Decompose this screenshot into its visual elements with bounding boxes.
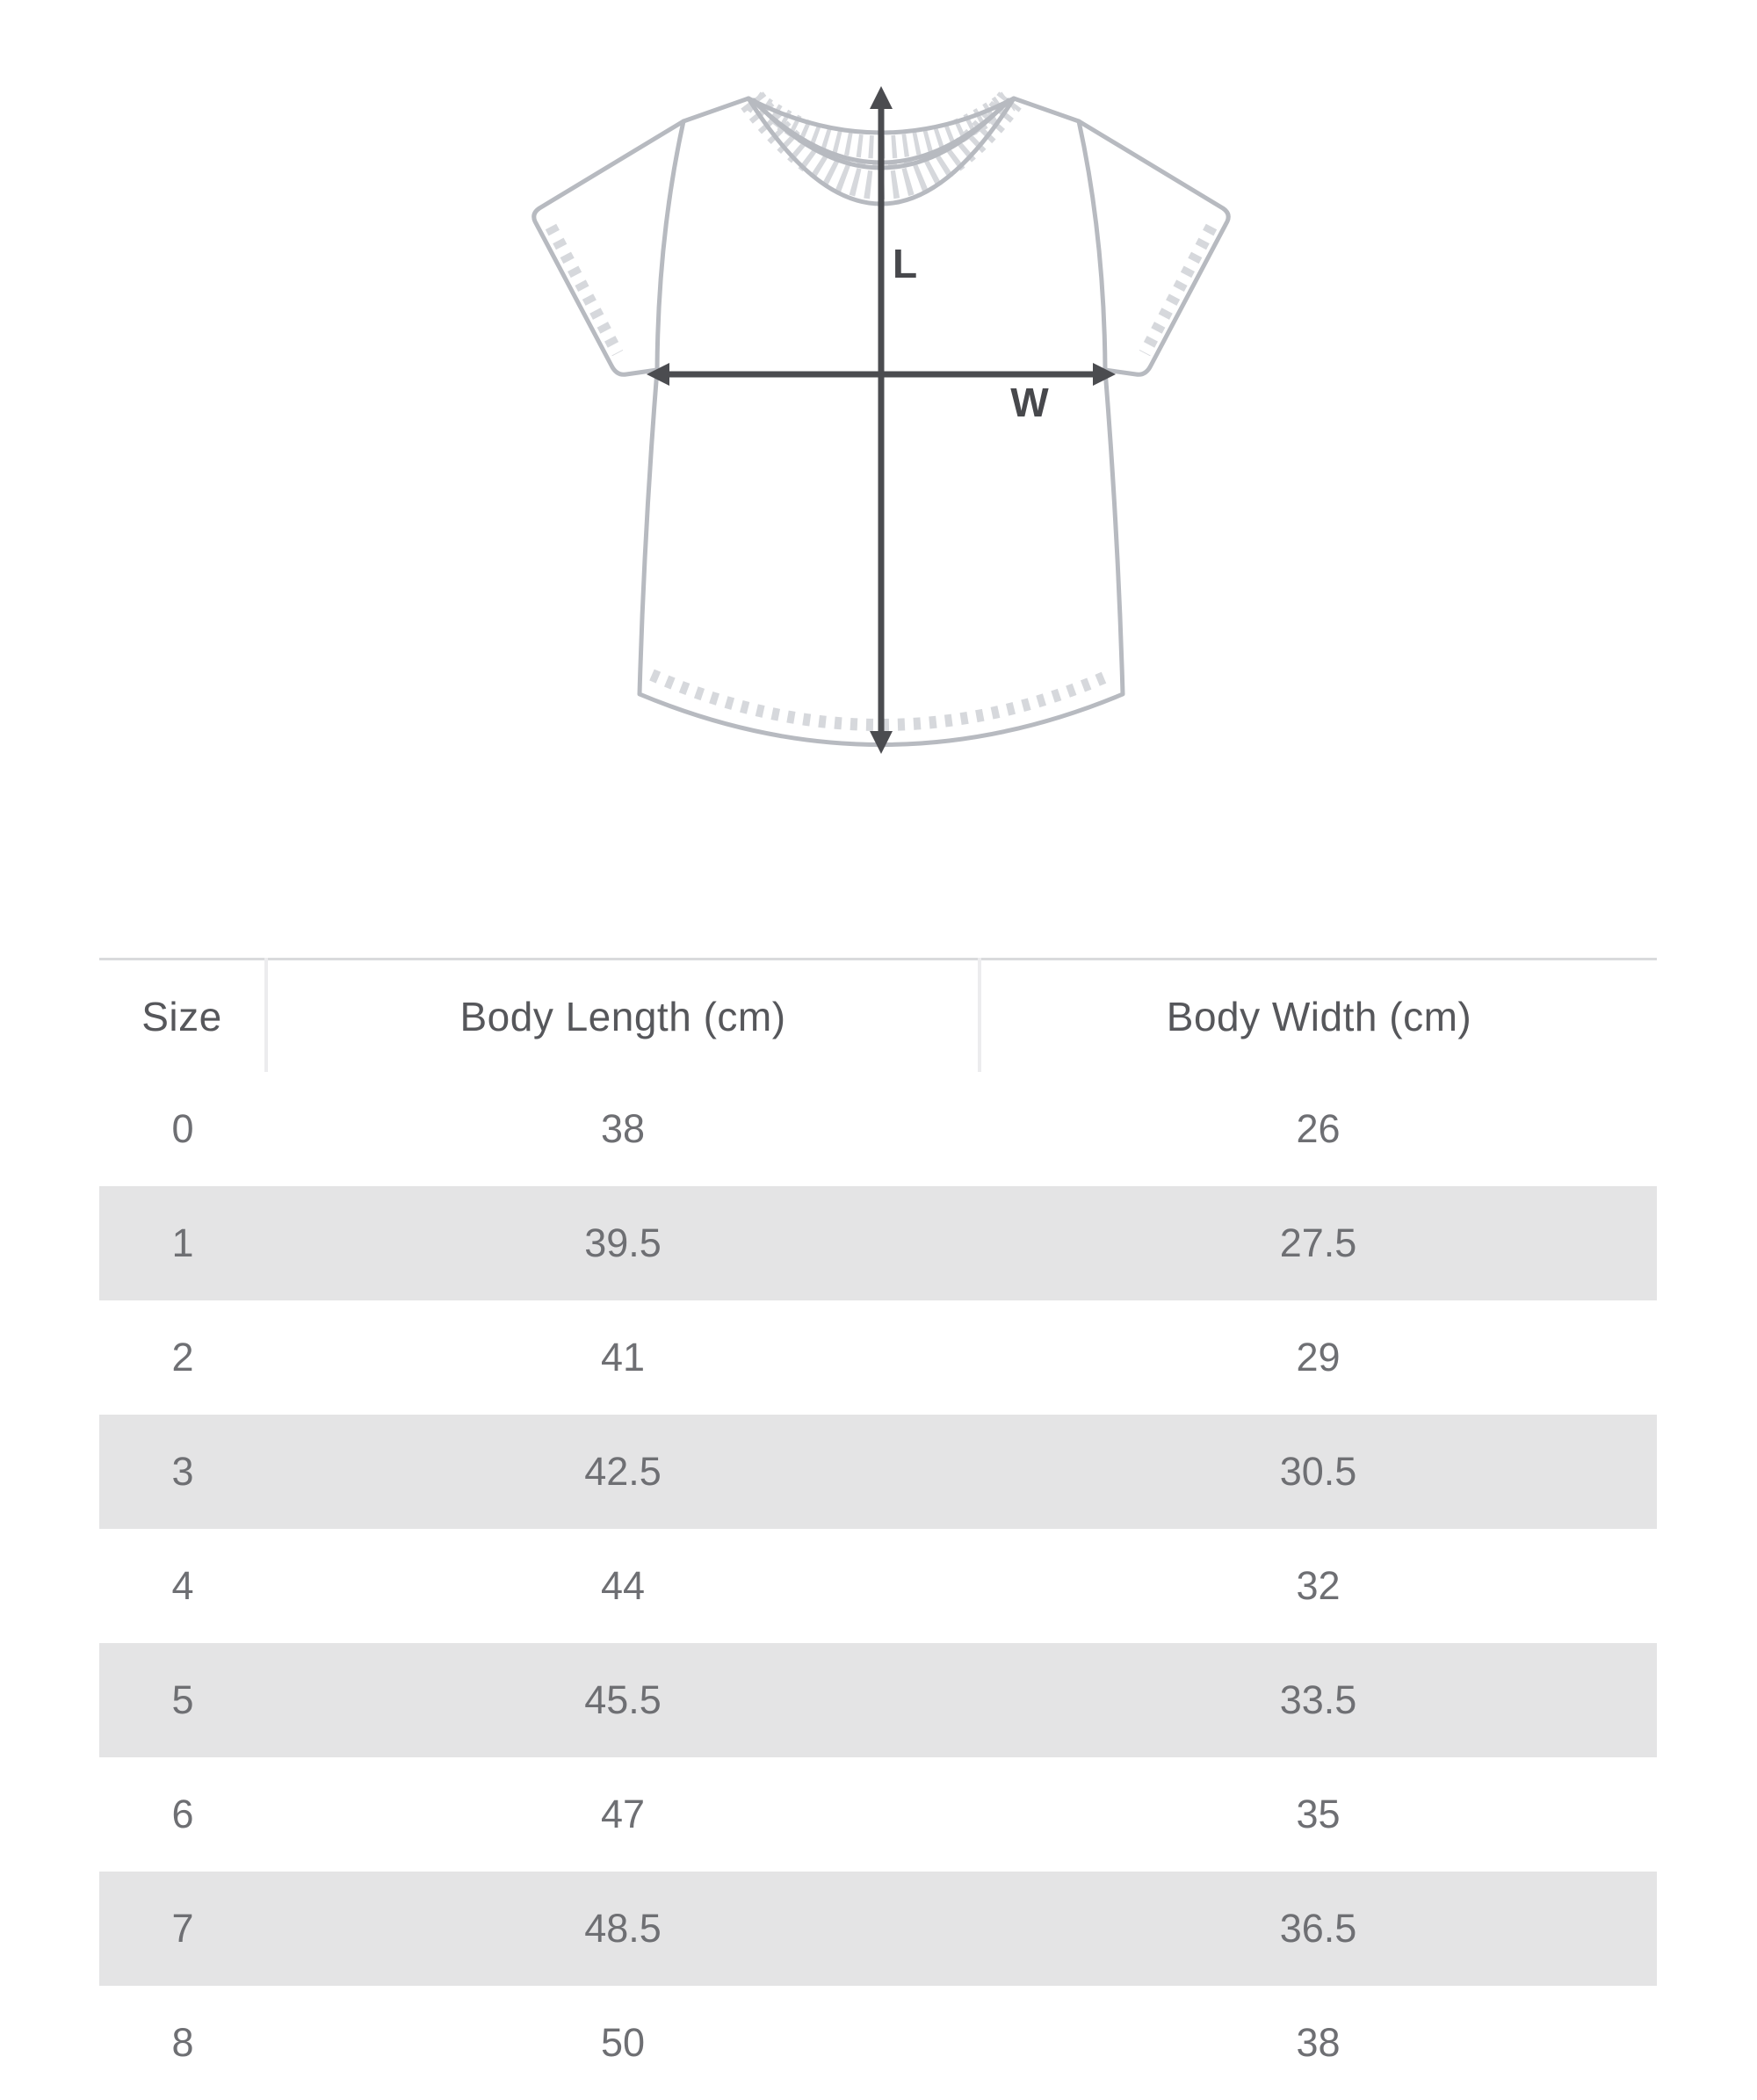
size-chart-table	[99, 958, 1657, 2100]
header-row	[99, 959, 1657, 1073]
cell-size: 0	[171, 1106, 194, 1151]
cell-body_length: 41	[600, 1335, 646, 1379]
cell-body_width: 26	[1296, 1106, 1341, 1151]
cell-size: 6	[171, 1792, 194, 1836]
table-row	[99, 1186, 1657, 1300]
left-cuff-stitch	[551, 227, 618, 353]
table-row	[99, 1415, 1657, 1529]
right-cuff-stitch	[1145, 227, 1211, 353]
table-row	[99, 1757, 1657, 1872]
table-row	[99, 1300, 1657, 1415]
cell-body_width: 32	[1296, 1563, 1341, 1608]
cell-body_length: 44	[600, 1563, 646, 1608]
table-row	[99, 1072, 1657, 1186]
cell-body_width: 27.5	[1279, 1220, 1357, 1265]
column-header-length: Body Length (cm)	[266, 959, 980, 1073]
width-label: W	[1010, 380, 1049, 425]
cell-size: 8	[171, 2020, 194, 2065]
cell-body_length: 42.5	[584, 1449, 662, 1494]
cell-size: 3	[171, 1449, 194, 1494]
cell-size: 5	[171, 1677, 194, 1722]
table-row	[99, 1529, 1657, 1643]
cell-body_width: 36.5	[1279, 1906, 1357, 1951]
length-arrow	[870, 86, 893, 754]
length-label: L	[893, 241, 918, 286]
cell-size: 1	[171, 1220, 194, 1265]
size-table-body	[99, 1072, 1657, 2100]
length-arrowhead-top	[870, 86, 893, 109]
right-armhole-seam	[1079, 121, 1105, 370]
column-header-width: Body Width (cm)	[980, 959, 1657, 1073]
cell-body_length: 48.5	[584, 1906, 662, 1951]
cell-body_length: 38	[600, 1106, 646, 1151]
cell-body_width: 30.5	[1279, 1449, 1357, 1494]
cell-body_width: 35	[1296, 1792, 1341, 1836]
column-header-size: Size	[99, 959, 266, 1073]
table-row	[99, 1643, 1657, 1757]
cell-size: 4	[171, 1563, 194, 1608]
table-row	[99, 1986, 1657, 2100]
table-row	[99, 1872, 1657, 1986]
left-armhole-seam	[657, 121, 683, 370]
cell-body_length: 45.5	[584, 1677, 662, 1722]
cell-size: 7	[171, 1906, 194, 1951]
right-sleeve	[1014, 98, 1228, 374]
cell-body_length: 39.5	[584, 1220, 662, 1265]
cell-body_width: 33.5	[1279, 1677, 1357, 1722]
tshirt-measurement-diagram	[0, 0, 1757, 958]
cell-size: 2	[171, 1335, 194, 1379]
cell-body_length: 50	[600, 2020, 646, 2065]
cell-body_width: 38	[1296, 2020, 1341, 2065]
cell-body_length: 47	[600, 1792, 646, 1836]
tshirt-diagram-svg	[0, 0, 1757, 958]
left-sleeve	[534, 98, 748, 374]
cell-body_width: 29	[1296, 1335, 1341, 1379]
